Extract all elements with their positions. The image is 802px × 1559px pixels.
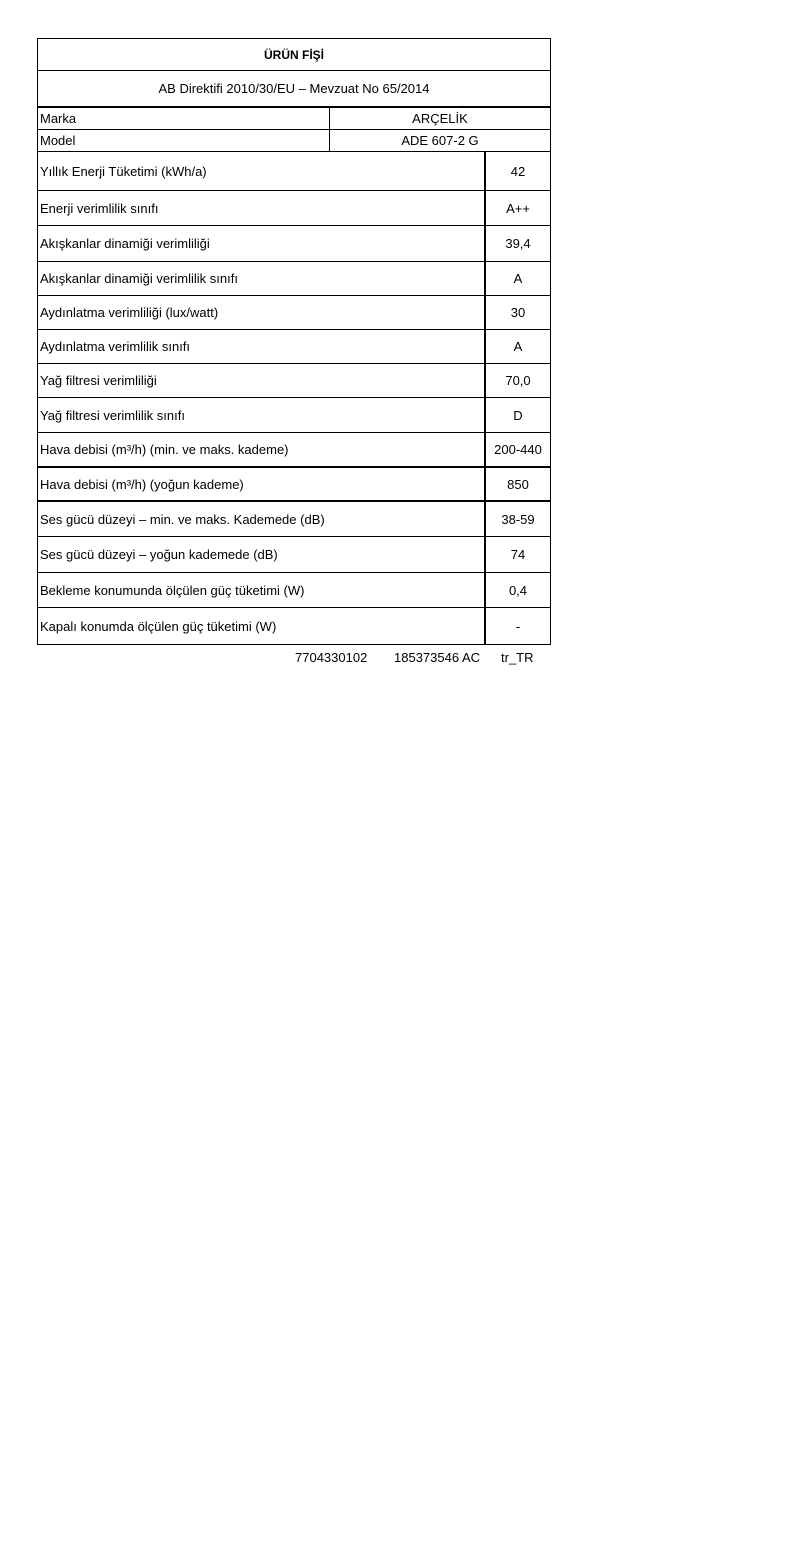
row-value: - — [515, 618, 521, 634]
row-label: Bekleme konumunda ölçülen güç tüketimi (W) — [38, 573, 486, 607]
row-value: A++ — [506, 200, 530, 216]
table-row — [38, 191, 550, 226]
table-row — [38, 502, 550, 537]
fiche-subtitle: AB Direktifi 2010/30/EU – Mevzuat No 65/2014 — [38, 71, 550, 108]
table-row — [38, 152, 550, 191]
footer-locale: tr_TR — [501, 650, 534, 665]
document-footer — [295, 650, 534, 665]
product-fiche — [37, 38, 551, 645]
table-row — [38, 468, 550, 502]
table-row — [38, 398, 550, 433]
row-value: A — [513, 339, 523, 354]
table-row — [38, 608, 550, 645]
row-label: Yağ filtresi verimliliği — [38, 364, 486, 397]
row-label: Kapalı konumda ölçülen güç tüketimi (W) — [38, 608, 486, 644]
footer-code-2: 185373546 AC — [394, 650, 481, 665]
row-label: Akışkanlar dinamiği verimlilik sınıfı — [38, 262, 486, 295]
row-label: Hava debisi (m³/h) (yoğun kademe) — [38, 468, 486, 500]
info-row-model — [38, 130, 550, 152]
info-value: ARÇELİK — [412, 111, 468, 126]
row-value: 42 — [510, 163, 526, 179]
row-label: Aydınlatma verimliliği (lux/watt) — [38, 296, 486, 329]
row-value: 850 — [507, 476, 529, 492]
info-value: ADE 607-2 G — [401, 133, 479, 148]
row-value: 200-440 — [494, 442, 542, 457]
fiche-table — [37, 38, 551, 645]
info-row-brand — [38, 108, 550, 130]
row-label: Ses gücü düzeyi – min. ve maks. Kademede (dB) — [38, 502, 486, 536]
row-value: 38-59 — [501, 511, 535, 527]
footer-code-1: 7704330102 — [295, 650, 368, 665]
table-row — [38, 296, 550, 330]
table-row — [38, 226, 550, 262]
row-value: 39,4 — [505, 236, 531, 251]
row-label: Enerji verimlilik sınıfı — [38, 191, 486, 225]
table-row — [38, 537, 550, 573]
row-value: 74 — [510, 547, 526, 562]
row-value: A — [513, 271, 523, 286]
table-row — [38, 573, 550, 608]
row-value: 30 — [510, 305, 526, 320]
row-label: Akışkanlar dinamiği verimliliği — [38, 226, 486, 261]
table-row — [38, 433, 550, 468]
table-row — [38, 262, 550, 296]
table-row — [38, 364, 550, 398]
row-value: 0,4 — [508, 582, 528, 598]
row-label: Yağ filtresi verimlilik sınıfı — [38, 398, 486, 432]
info-label: Marka — [38, 108, 330, 129]
table-row — [38, 330, 550, 364]
row-label: Yıllık Enerji Tüketimi (kWh/a) — [38, 152, 486, 190]
row-label: Hava debisi (m³/h) (min. ve maks. kademe) — [38, 433, 486, 466]
fiche-title: ÜRÜN FİŞİ — [38, 39, 550, 71]
info-label: Model — [38, 130, 330, 151]
row-value: 70,0 — [505, 373, 531, 388]
row-label: Aydınlatma verimlilik sınıfı — [38, 330, 486, 363]
row-value: D — [513, 407, 523, 423]
row-label: Ses gücü düzeyi – yoğun kademede (dB) — [38, 537, 486, 572]
